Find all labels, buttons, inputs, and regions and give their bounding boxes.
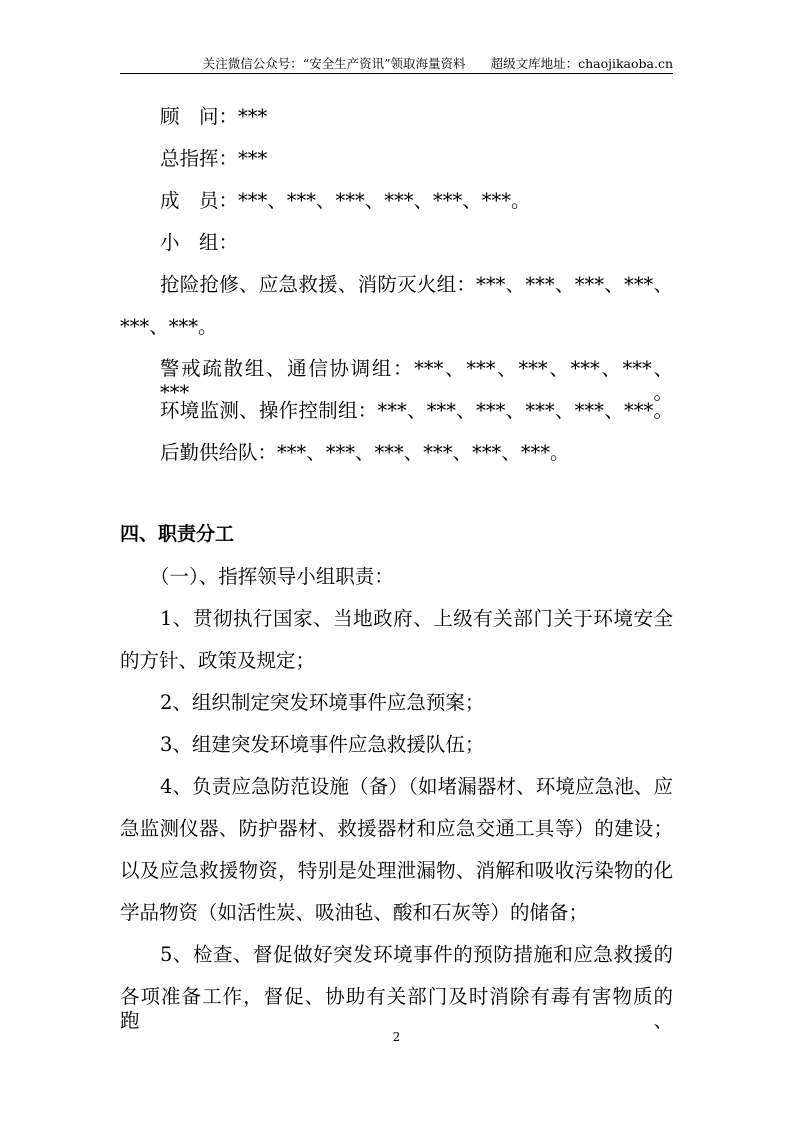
- text-line: 顾 问：***: [160, 105, 268, 128]
- text-line: 1、贯彻执行国家、当地政府、上级有关部门关于环境安全: [160, 607, 673, 630]
- page-header: [203, 54, 673, 72]
- text-line: 总指挥：***: [160, 147, 268, 170]
- text-line: 学品物资（如活性炭、吸油毡、酸和石灰等）的储备；: [120, 901, 589, 924]
- text-line: 成 员：***、***、***、***、***、***。: [160, 189, 531, 212]
- text-line: 各项准备工作，督促、协助有关部门及时消除有毒有害物质的跑、: [120, 985, 673, 1032]
- text-line: 环境监测、操作控制组：***、***、***、***、***、***。: [160, 399, 673, 422]
- text-line: 警戒疏散组、通信协调组：***、***、***、***、***、***。: [160, 357, 673, 404]
- text-line: 3、组建突发环境事件应急救援队伍；: [160, 733, 485, 756]
- header-url: 超级文库地址：chaojikaoba.cn: [490, 56, 673, 71]
- header-left: 关注微信公众号：“安全生产资讯”领取海量资料: [202, 56, 466, 71]
- text-line: 的方针、政策及规定；: [120, 649, 316, 672]
- text-line: 抢险抢修、应急救援、消防灭火组：***、***、***、***、: [160, 273, 673, 296]
- text-line: 以及应急救援物资，特别是处理泄漏物、消解和吸收污染物的化: [120, 859, 673, 882]
- text-line: 急监测仪器、防护器材、救援器材和应急交通工具等）的建设；: [120, 817, 673, 840]
- text-line: 4、负责应急防范设施（备）（如堵漏器材、环境应急池、应: [160, 775, 673, 798]
- page-number: 2: [392, 1030, 401, 1044]
- text-line: 5、检查、督促做好突发环境事件的预防措施和应急救援的: [160, 943, 673, 966]
- text-line: 后勤供给队：***、***、***、***、***、***。: [160, 441, 570, 464]
- header-rule: [120, 73, 673, 74]
- text-line: ***、***。: [120, 315, 218, 338]
- subsection-heading: （一）、指挥领导小组职责：: [150, 565, 394, 588]
- text-line: 2、组织制定突发环境事件应急预案；: [160, 691, 485, 714]
- text-line: 小 组：: [160, 231, 239, 254]
- section-heading: 四、职责分工: [120, 523, 235, 545]
